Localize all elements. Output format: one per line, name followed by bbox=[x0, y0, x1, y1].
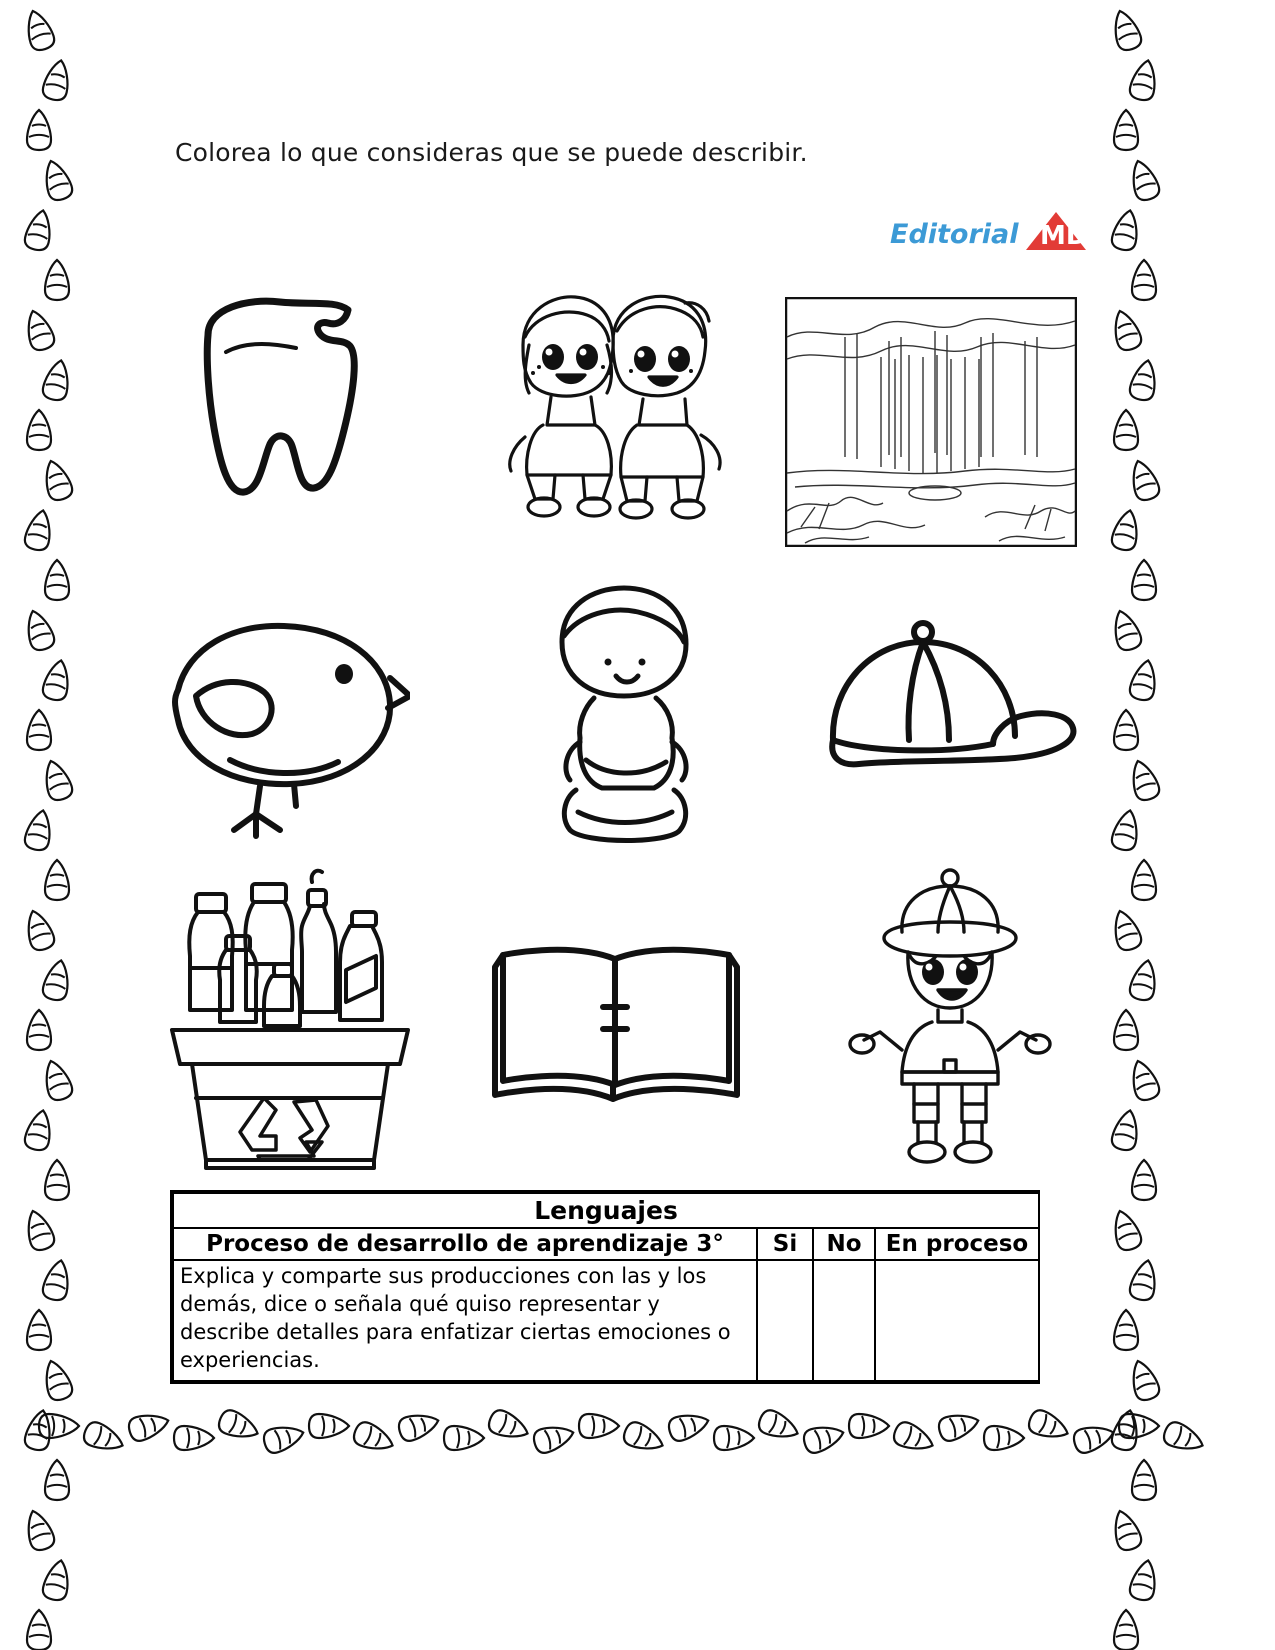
border-kernel-icon bbox=[42, 1058, 72, 1102]
image-explorer-child[interactable] bbox=[840, 860, 1060, 1180]
border-kernel-icon bbox=[42, 358, 72, 402]
border-kernel-icon bbox=[24, 1008, 54, 1052]
image-tooth[interactable] bbox=[168, 290, 398, 530]
rubric-title: Lenguajes bbox=[173, 1193, 1039, 1228]
border-kernel-icon bbox=[42, 158, 72, 202]
border-kernel-icon bbox=[854, 1404, 884, 1448]
border-kernel-icon bbox=[404, 1404, 434, 1448]
border-kernel-icon bbox=[1111, 308, 1141, 352]
border-kernel-icon bbox=[89, 1416, 119, 1460]
border-kernel-icon bbox=[584, 1404, 614, 1448]
border-kernel-icon bbox=[24, 108, 54, 152]
rubric-header-row bbox=[173, 1228, 1039, 1260]
border-kernel-icon bbox=[1129, 158, 1159, 202]
border-kernel-icon bbox=[809, 1416, 839, 1460]
border-kernel-icon bbox=[539, 1416, 569, 1460]
border-kernel-icon bbox=[1129, 458, 1159, 502]
border-kernel-icon bbox=[24, 1108, 54, 1152]
logo-mark-icon bbox=[1022, 210, 1092, 258]
border-kernel-icon bbox=[449, 1416, 479, 1460]
border-kernel-icon bbox=[42, 1558, 72, 1602]
decorative-border-bottom bbox=[40, 1400, 1240, 1470]
border-kernel-icon bbox=[24, 608, 54, 652]
border-kernel-icon bbox=[1111, 1608, 1141, 1650]
border-kernel-icon bbox=[1111, 1108, 1141, 1152]
instruction-text: Colorea lo que consideras que se puede describir. bbox=[175, 138, 808, 167]
border-kernel-icon bbox=[1129, 258, 1159, 302]
border-kernel-icon bbox=[24, 8, 54, 52]
rubric-col-in-progress: En proceso bbox=[875, 1228, 1039, 1260]
border-kernel-icon bbox=[1129, 1558, 1159, 1602]
image-cap[interactable] bbox=[815, 612, 1085, 792]
border-kernel-icon bbox=[1129, 758, 1159, 802]
rubric-row bbox=[173, 1260, 1039, 1381]
border-kernel-icon bbox=[24, 508, 54, 552]
border-kernel-icon bbox=[1111, 808, 1141, 852]
border-kernel-icon bbox=[24, 408, 54, 452]
border-kernel-icon bbox=[359, 1416, 389, 1460]
rubric-col-no: No bbox=[813, 1228, 875, 1260]
border-kernel-icon bbox=[1111, 908, 1141, 952]
border-kernel-icon bbox=[1129, 58, 1159, 102]
border-kernel-icon bbox=[42, 858, 72, 902]
border-kernel-icon bbox=[42, 58, 72, 102]
border-kernel-icon bbox=[1129, 558, 1159, 602]
border-kernel-icon bbox=[1129, 658, 1159, 702]
border-kernel-icon bbox=[1111, 408, 1141, 452]
border-kernel-icon bbox=[764, 1404, 794, 1448]
border-kernel-icon bbox=[42, 558, 72, 602]
border-kernel-icon bbox=[1111, 8, 1141, 52]
border-kernel-icon bbox=[719, 1416, 749, 1460]
image-bird[interactable] bbox=[160, 600, 410, 850]
border-kernel-icon bbox=[1129, 1258, 1159, 1302]
border-kernel-icon bbox=[24, 1308, 54, 1352]
image-recycling-bin[interactable] bbox=[160, 860, 420, 1180]
border-kernel-icon bbox=[179, 1416, 209, 1460]
border-kernel-icon bbox=[42, 758, 72, 802]
border-kernel-icon bbox=[44, 1404, 74, 1448]
rubric-col-description: Proceso de desarrollo de aprendizaje 3° bbox=[173, 1228, 757, 1260]
border-kernel-icon bbox=[24, 208, 54, 252]
image-child-sitting[interactable] bbox=[520, 580, 730, 850]
image-two-children[interactable] bbox=[495, 285, 735, 530]
border-kernel-icon bbox=[42, 258, 72, 302]
border-kernel-icon bbox=[24, 1208, 54, 1252]
border-kernel-icon bbox=[1111, 1308, 1141, 1352]
border-kernel-icon bbox=[1111, 608, 1141, 652]
border-kernel-icon bbox=[1079, 1416, 1109, 1460]
border-kernel-icon bbox=[944, 1404, 974, 1448]
border-kernel-icon bbox=[1129, 958, 1159, 1002]
border-kernel-icon bbox=[24, 908, 54, 952]
border-kernel-icon bbox=[42, 1258, 72, 1302]
border-kernel-icon bbox=[1034, 1404, 1064, 1448]
border-kernel-icon bbox=[42, 1158, 72, 1202]
border-kernel-icon bbox=[629, 1416, 659, 1460]
rubric-col-yes: Si bbox=[757, 1228, 813, 1260]
rubric-cell-no[interactable] bbox=[813, 1260, 875, 1381]
border-kernel-icon bbox=[24, 308, 54, 352]
border-kernel-icon bbox=[24, 1608, 54, 1650]
border-kernel-icon bbox=[989, 1416, 1019, 1460]
border-kernel-icon bbox=[1124, 1404, 1154, 1448]
border-kernel-icon bbox=[1129, 1358, 1159, 1402]
border-kernel-icon bbox=[42, 1358, 72, 1402]
logo-text: Editorial bbox=[890, 218, 1019, 250]
border-kernel-icon bbox=[24, 1508, 54, 1552]
border-kernel-icon bbox=[42, 658, 72, 702]
border-kernel-icon bbox=[1129, 1058, 1159, 1102]
border-kernel-icon bbox=[1169, 1416, 1199, 1460]
border-kernel-icon bbox=[1111, 708, 1141, 752]
rubric-title-row bbox=[173, 1193, 1039, 1228]
border-kernel-icon bbox=[1111, 208, 1141, 252]
border-kernel-icon bbox=[134, 1404, 164, 1448]
border-kernel-icon bbox=[1111, 508, 1141, 552]
border-kernel-icon bbox=[314, 1404, 344, 1448]
border-kernel-icon bbox=[224, 1404, 254, 1448]
border-kernel-icon bbox=[42, 958, 72, 1002]
image-jungle-landscape[interactable] bbox=[785, 297, 1077, 547]
svg-text:MD: MD bbox=[1039, 221, 1087, 251]
border-kernel-icon bbox=[42, 458, 72, 502]
border-kernel-icon bbox=[1129, 358, 1159, 402]
border-kernel-icon bbox=[1111, 1208, 1141, 1252]
border-kernel-icon bbox=[674, 1404, 704, 1448]
rubric-cell-yes[interactable] bbox=[757, 1260, 813, 1381]
rubric-row-description: Explica y comparte sus producciones con las y los demás, dice o señala qué quiso representar y describe detalles para enfatizar ciertas emociones o experiencias. bbox=[173, 1260, 757, 1381]
border-kernel-icon bbox=[269, 1416, 299, 1460]
border-kernel-icon bbox=[1111, 108, 1141, 152]
rubric-cell-in-progress[interactable] bbox=[875, 1260, 1039, 1381]
border-kernel-icon bbox=[1111, 1008, 1141, 1052]
border-kernel-icon bbox=[24, 808, 54, 852]
editorial-md-logo bbox=[890, 210, 1092, 258]
border-kernel-icon bbox=[1129, 858, 1159, 902]
border-kernel-icon bbox=[494, 1404, 524, 1448]
image-open-book[interactable] bbox=[485, 925, 755, 1125]
border-kernel-icon bbox=[899, 1416, 929, 1460]
border-kernel-icon bbox=[24, 708, 54, 752]
border-kernel-icon bbox=[1111, 1508, 1141, 1552]
border-kernel-icon bbox=[1129, 1158, 1159, 1202]
rubric-table bbox=[170, 1190, 1040, 1384]
